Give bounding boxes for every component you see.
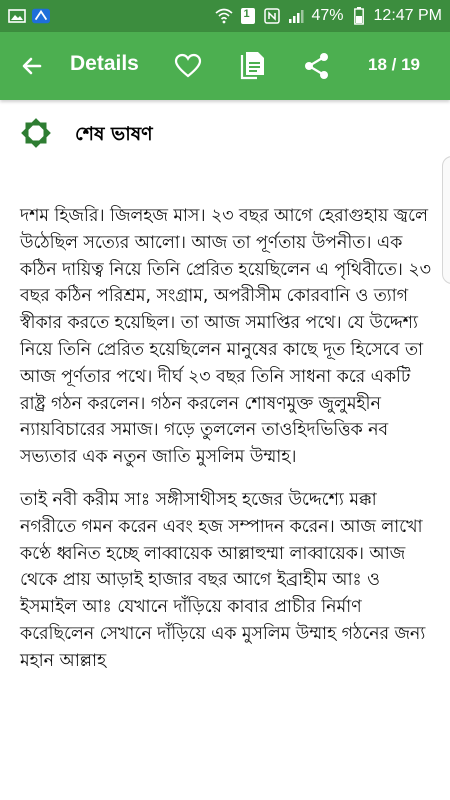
back-arrow-icon xyxy=(20,54,44,78)
copy-button[interactable] xyxy=(238,50,268,82)
status-bar-right xyxy=(215,7,442,25)
scroll-handle[interactable] xyxy=(442,156,450,284)
back-button[interactable] xyxy=(18,52,46,80)
article-body xyxy=(20,203,432,691)
sim-icon xyxy=(239,8,257,24)
sim-badge: 1 xyxy=(243,8,250,20)
page-counter: 18 / 19 xyxy=(368,55,420,74)
heart-outline-icon xyxy=(174,53,202,79)
nfc-icon xyxy=(263,8,281,24)
app-bar xyxy=(0,32,450,100)
octagram-emblem-icon xyxy=(20,117,52,149)
status-bar xyxy=(0,0,450,32)
paragraph: তাই নবী করীম সাঃ সঙ্গীসাথীসহ হজের উদ্দেশ্যে মক্কা নগরীতে গমন করেন এবং হজ সম্পাদন করেন। আজ লাখো কণ্ঠে ধ্বনিত হচ্ছে লাব্বায়েক আল্লাহুম্মা লাব্বায়েক। আজ থেকে প্রায় আড়াই হাজার বছর আগে ইব্রাহীম আঃ ও ইসমাইল আঃ যেখানে দাঁড়িয়ে কাবার প্রাচীর নির্মাণ করেছিলেন সেখানে দাঁড়িয়ে এক মুসলিম উম্মাহ গঠনের জন্য মহান আল্লাহ xyxy=(20,489,426,671)
section-title: শেষ ভাষণ xyxy=(75,123,153,145)
clock: 12:47 PM xyxy=(373,7,442,24)
battery-percent: 47% xyxy=(311,7,344,24)
wifi-icon xyxy=(215,8,233,24)
favorite-button[interactable] xyxy=(173,51,203,81)
image-icon xyxy=(8,8,26,24)
share-button[interactable] xyxy=(302,51,332,81)
document-icon xyxy=(240,51,266,81)
app-notification-icon xyxy=(32,8,50,24)
section-header xyxy=(20,117,153,149)
battery-icon xyxy=(350,8,368,24)
paragraph: দশম হিজরি। জিলহজ মাস। ২৩ বছর আগে হেরাগুহায় জ্বলে উঠেছিল সত্যের আলো। আজ তা পূর্ণতায় উপনীত। এক কঠিন দায়িত্ব নিয়ে তিনি প্রেরিত হয়েছিলেন এ পৃথিবীতে। ২৩ বছর কঠিন পরিশ্রম, সংগ্রাম, অপরীসীম কোরবানি ও ত্যাগ স্বীকার করতে হয়েছিল। তা আজ সমাপ্তির পথে। যে উদ্দেশ্য নিয়ে তিনি প্রেরিত হয়েছিলেন মানুষের কাছে দূত হিসেবে তা আজ পূর্ণতার পথে। দীর্ঘ ২৩ বছর তিনি সাধনা করে একটি রাষ্ট্র গঠন করলেন। গঠন করলেন শোষণমুক্ত জুলুমহীন ন্যায়বিচারের সমাজ। গড়ে তুললেন তাওহিদভিত্তিক নব সভ্যতার এক নতুন জাতি মুসলিম উম্মাহ। xyxy=(20,206,431,468)
signal-icon xyxy=(287,8,305,24)
share-icon xyxy=(303,52,331,80)
content-area[interactable] xyxy=(0,100,450,800)
page-title: Details xyxy=(70,52,139,75)
status-bar-left xyxy=(8,8,50,24)
